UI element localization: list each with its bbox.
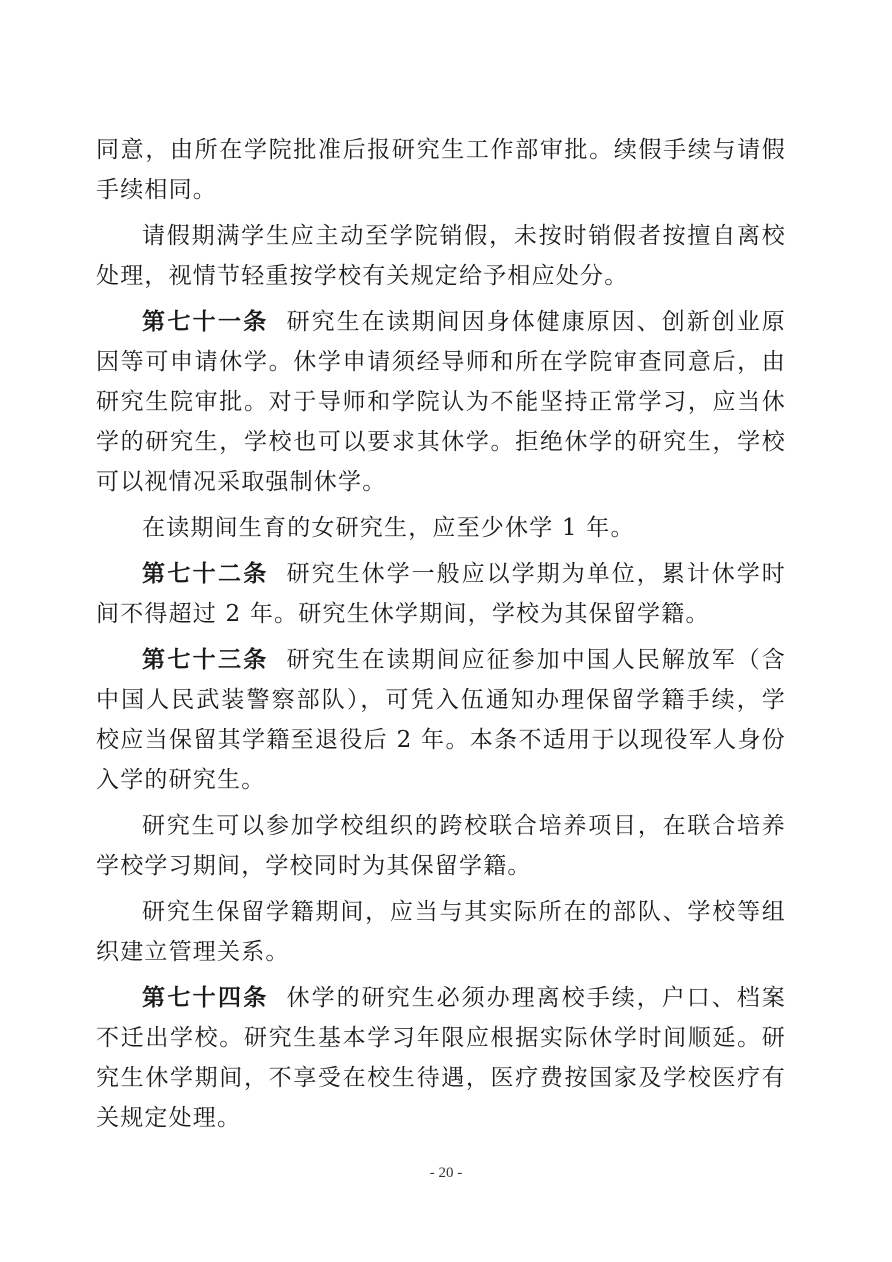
paragraph-text: 研究生在读期间因身体健康原因、创新创业原因等可申请休学。休学申请须经导师和所在学院审查同意后，由研究生院审批。对于导师和学院认为不能坚持正常学习，应当休学的研究生，学校也可以要求其休学。拒绝休学的研究生，学校可以视情况采取强制休学。 <box>96 309 786 495</box>
article-72 <box>96 554 786 634</box>
document-body <box>96 130 786 1144</box>
paragraph-text: 研究生保留学籍期间，应当与其实际所在的部队、学校等组织建立管理关系。 <box>96 899 786 965</box>
paragraph-1 <box>96 130 786 210</box>
paragraph-2 <box>96 216 786 296</box>
article-71 <box>96 302 786 502</box>
article-73 <box>96 640 786 800</box>
paragraph-text: 同意，由所在学院批准后报研究生工作部审批。续假手续与请假手续相同。 <box>96 137 786 203</box>
article-number: 第七十三条 <box>142 646 269 673</box>
paragraph-4 <box>96 508 786 548</box>
paragraph-8 <box>96 892 786 972</box>
paragraph-7 <box>96 806 786 886</box>
paragraph-text: 研究生可以参加学校组织的跨校联合培养项目，在联合培养学校学习期间，学校同时为其保留学籍。 <box>96 813 786 879</box>
article-74 <box>96 978 786 1138</box>
page-number: - 20 - <box>429 1165 463 1181</box>
paragraph-text: 请假期满学生应主动至学院销假，未按时销假者按擅自离校处理，视情节轻重按学校有关规定给予相应处分。 <box>96 223 786 289</box>
article-number: 第七十一条 <box>142 308 269 335</box>
paragraph-text: 在读期间生育的女研究生，应至少休学 1 年。 <box>142 515 635 541</box>
article-number: 第七十四条 <box>142 984 269 1011</box>
paragraph-text: 研究生在读期间应征参加中国人民解放军（含中国人民武装警察部队），可凭入伍通知办理保留学籍手续，学校应当保留其学籍至退役后 2 年。本条不适用于以现役军人身份入学的研究生。 <box>96 647 786 793</box>
paragraph-text: 研究生休学一般应以学期为单位，累计休学时间不得超过 2 年。研究生休学期间，学校为其保留学籍。 <box>96 561 786 627</box>
paragraph-text: 休学的研究生必须办理离校手续，户口、档案不迁出学校。研究生基本学习年限应根据实际休学时间顺延。研究生休学期间，不享受在校生待遇，医疗费按国家及学校医疗有关规定处理。 <box>96 985 786 1131</box>
article-number: 第七十二条 <box>142 560 269 587</box>
